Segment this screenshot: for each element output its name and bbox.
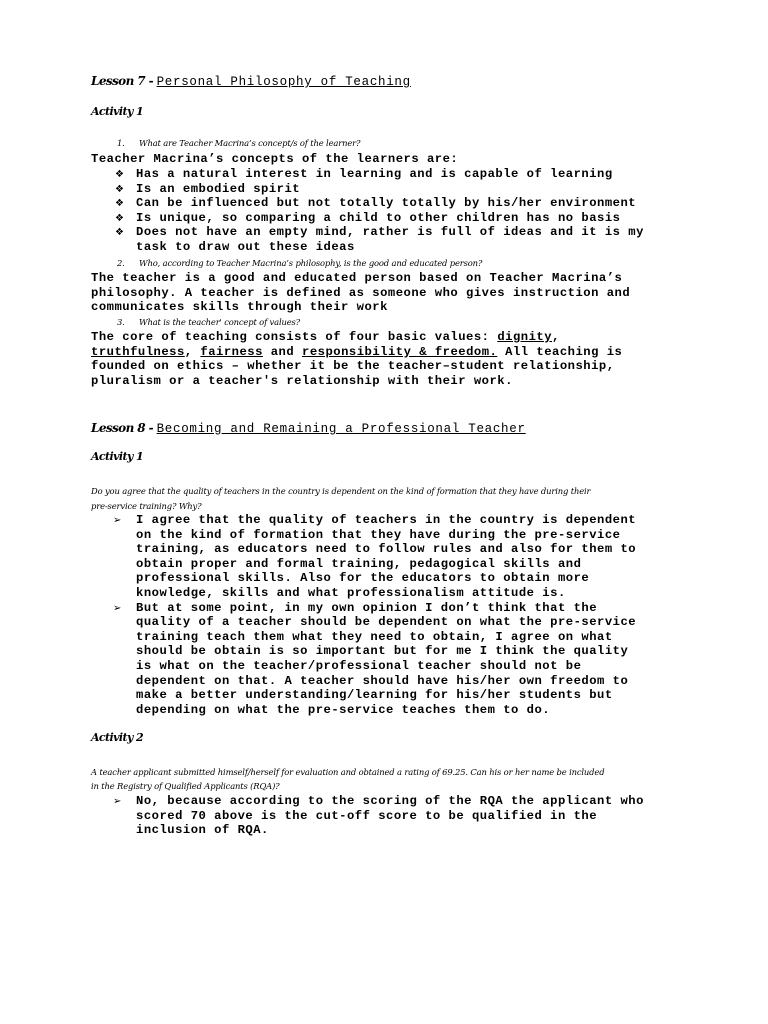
lesson7-question-2: 2. Who, according to Teacher Macrina’s philosophy, is the good and educated person? bbox=[117, 258, 483, 268]
lesson8-activity1-heading: Activity 1 bbox=[91, 450, 144, 463]
value-dignity: dignity bbox=[497, 330, 553, 344]
lesson7-separator: - bbox=[145, 74, 157, 88]
list-item: ➢ But at some point, in my own opinion I don’t think that the quality of a teacher should be dependent on what the pre-service training teach them what they need to obtain, I agree on what should be obtain is so important but for me I think the quality is what on the teacher/professional teacher should not be dependent on that. A teacher should have his/her own freedom to make a better understanding/learning for his/her students but depending on what the pre-service teaches them to do. bbox=[113, 600, 637, 717]
list-item: ➢ I agree that the quality of teachers in the country is dependent on the kind of formation that they have during the pre-service training, as educators need to follow rules and also for them to obtain proper and formal training, pedagogical skills and professional skills. Also for the educators to obtain more knowledge, skills and what professionalism attitude is. bbox=[113, 513, 637, 600]
lesson8-separator: - bbox=[145, 421, 157, 435]
arrow-bullet-icon: ➢ bbox=[113, 796, 122, 807]
value-truthfulness: truthfulness bbox=[91, 344, 185, 359]
lesson7-answer1-intro: Teacher Macrina’s concepts of the learners are: bbox=[91, 152, 459, 166]
lesson8-question-2: A teacher applicant submitted himself/herself for evaluation and obtained a rating of 69.25. Can his or her name be included in the Registry of Qualified Applicants (RQA)? bbox=[91, 767, 605, 791]
list-item: ❖ Is an embodied spirit bbox=[115, 181, 301, 196]
diamond-bullet-icon: ❖ bbox=[115, 183, 125, 195]
lesson7-answer3: The core of teaching consists of four basic values: dignity, truthfulness, fairness and responsibility & freedom. All teaching is founded on ethics – whether it be the teacher–student relationship, pluralism or a teacher's relationship with their work. bbox=[91, 330, 623, 388]
diamond-bullet-icon: ❖ bbox=[115, 227, 125, 239]
lesson8-question-1: Do you agree that the quality of teachers in the country is dependent on the kind of formation that they have during their pre-service training? Why? bbox=[91, 486, 591, 511]
diamond-bullet-icon: ❖ bbox=[115, 169, 125, 180]
diamond-bullet-icon: ❖ bbox=[115, 198, 125, 210]
list-item: ❖ Can be influenced but not totally totally by his/her environment bbox=[115, 196, 637, 211]
lesson8-header bbox=[91, 419, 526, 437]
value-responsibility-freedom: responsibility & freedom. bbox=[302, 344, 498, 359]
lesson7-title: Personal Philosophy of Teaching bbox=[156, 75, 411, 89]
diamond-bullet-icon: ❖ bbox=[115, 212, 125, 224]
arrow-bullet-icon: ➢ bbox=[113, 602, 122, 614]
lesson7-header bbox=[91, 72, 411, 90]
list-item: ➢ No, because according to the scoring of the RQA the applicant who scored 70 above is the cut-off score to be qualified in the inclusion of RQA. bbox=[113, 794, 644, 838]
list-item: ❖ Has a natural interest in learning and is capable of learning bbox=[115, 167, 613, 181]
lesson7-answer1-list bbox=[115, 167, 644, 255]
lesson8-title: Becoming and Remaining a Professional Teacher bbox=[156, 422, 526, 436]
lesson7-answer2: The teacher is a good and educated person based on Teacher Macrina’s philosophy. A teacher is defined as someone who gives instruction and communicates skills through their work bbox=[91, 271, 631, 315]
lesson7-question-1: 1. What are Teacher Macrina’s concept/s of the learner? bbox=[117, 138, 361, 148]
lesson8-activity2-heading: Activity 2 bbox=[91, 731, 144, 744]
lesson8-label: Lesson 8 bbox=[91, 421, 146, 435]
value-fairness: fairness bbox=[200, 344, 263, 359]
lesson7-question-3: 3. What is the teacher' concept of values? bbox=[117, 317, 301, 327]
list-item: ❖ Is unique, so comparing a child to other children has no basis bbox=[115, 210, 621, 225]
list-item: ❖ Does not have an empty mind, rather is full of ideas and it is my task to draw out these ideas bbox=[115, 225, 644, 254]
arrow-bullet-icon: ➢ bbox=[113, 515, 122, 526]
lesson8-answer1-list bbox=[113, 513, 637, 717]
lesson7-label: Lesson 7 bbox=[91, 74, 146, 88]
lesson7-activity1-heading: Activity 1 bbox=[91, 105, 144, 118]
lesson8-answer2-list bbox=[113, 794, 644, 838]
